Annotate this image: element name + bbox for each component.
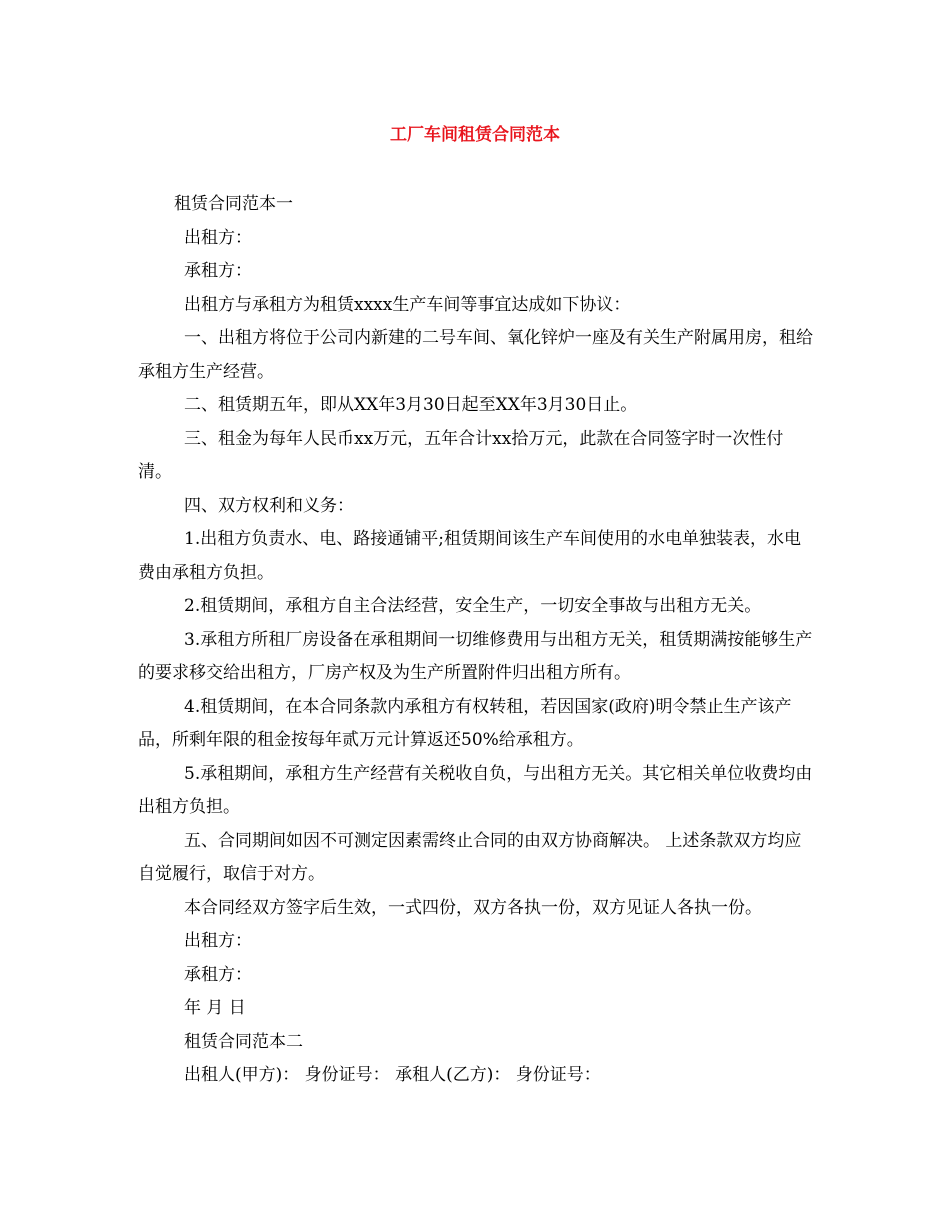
clause-4-item-4: 4.租赁期间，在本合同条款内承租方有权转租，若因国家(政府)明令禁止生产该产品，所剩年限的租金按每年贰万元计算返还50%给承租方。 bbox=[138, 696, 792, 750]
clause-4-heading: 四、双方权利和义务： bbox=[184, 495, 354, 516]
effectiveness-clause: 本合同经双方签字后生效，一式四份，双方各执一份，双方见证人各执一份。 bbox=[184, 897, 762, 918]
clause-4-item-5: 5.承租期间，承租方生产经营有关税收自负，与出租方无关。其它相关单位收费均由出租方负担。 bbox=[138, 763, 813, 817]
clause-5: 五、合同期间如因不可测定因素需终止合同的由双方协商解决。 上述条款双方均应自觉履行，取信于对方。 bbox=[138, 830, 802, 884]
agreement-intro: 出租方与承租方为租赁xxxx生产车间等事宜达成如下协议： bbox=[184, 294, 631, 315]
clause-1: 一、出租方将位于公司内新建的二号车间、氧化锌炉一座及有关生产附属用房，租给承租方生产经营。 bbox=[138, 328, 813, 382]
lessor-label: 出租方： bbox=[184, 227, 252, 248]
document-body bbox=[138, 188, 816, 1093]
clause-2: 二、租赁期五年，即从XX年3月30日起至XX年3月30日止。 bbox=[184, 395, 638, 415]
document-title: 工厂车间租赁合同范本 bbox=[390, 125, 560, 145]
clause-4-item-2: 2.租赁期间，承租方自主合法经营，安全生产，一切安全事故与出租方无关。 bbox=[184, 596, 762, 616]
section-heading-template-1: 租赁合同范本一 bbox=[174, 194, 293, 214]
clause-4-item-1: 1.出租方负责水、电、路接通铺平;租赁期间该生产车间使用的水电单独装表，水电费由承租方负担。 bbox=[138, 529, 801, 583]
lessee-label: 承租方： bbox=[184, 261, 252, 281]
lessee-signature-label: 承租方： bbox=[184, 964, 252, 985]
lessor-signature-label: 出租方： bbox=[184, 931, 252, 951]
section-heading-template-2: 租赁合同范本二 bbox=[184, 1031, 303, 1052]
date-line: 年 月 日 bbox=[184, 998, 246, 1018]
clause-4-item-3: 3.承租方所租厂房设备在承租期间一切维修费用与出租方无关，租赁期满按能够生产的要求移交给出租方，厂房产权及为生产所置附件归出租方所有。 bbox=[138, 629, 813, 683]
clause-3: 三、租金为每年人民币xx万元，五年合计xx拾万元，此款在合同签字时一次性付清。 bbox=[138, 428, 784, 482]
parties-id-line: 出租人(甲方)： 身份证号： 承租人(乙方)： 身份证号： bbox=[184, 1065, 601, 1085]
